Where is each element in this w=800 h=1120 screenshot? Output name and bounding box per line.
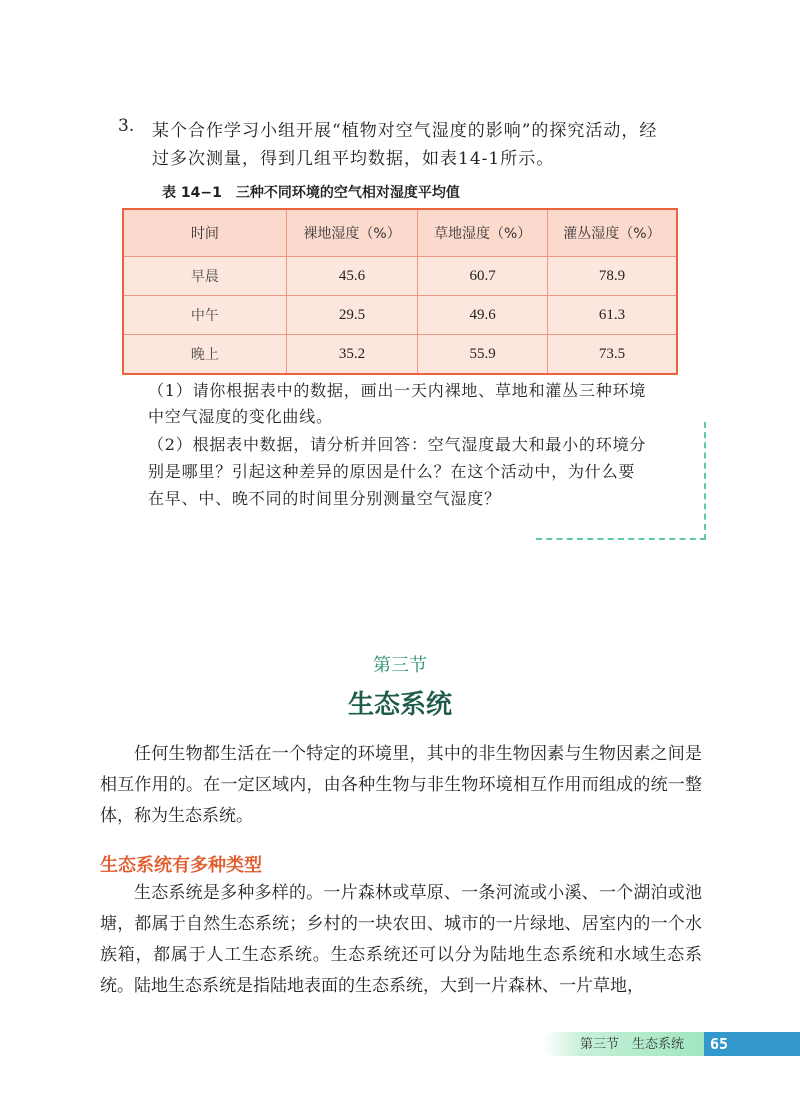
table-cell: 29.5: [286, 296, 418, 335]
header-bare-ground: 裸地湿度（%）: [286, 209, 418, 257]
table-header-row: [123, 209, 677, 257]
table-row: [123, 335, 677, 375]
row-label-noon: 中午: [123, 296, 286, 335]
table-caption: 表 14−1 三种不同环境的空气相对湿度平均值: [162, 185, 460, 201]
table-cell: 55.9: [418, 335, 548, 375]
question-text-line-2: 过多次测量，得到几组平均数据，如表14-1所示。: [152, 149, 555, 169]
humidity-table: [122, 208, 678, 375]
subheading: 生态系统有多种类型: [100, 855, 262, 876]
dashed-border-horizontal: [536, 538, 706, 540]
header-time: 时间: [123, 209, 286, 257]
subquestion-1-line-1: （1）请你根据表中的数据，画出一天内裸地、草地和灌丛三种环境: [148, 381, 647, 400]
table-cell: 35.2: [286, 335, 418, 375]
intro-paragraph: 任何生物都生活在一个特定的环境里，其中的非生物因素与生物因素之间是相互作用的。在一定区域内，由各种生物与非生物环境相互作用而组成的统一整体，称为生态系统。: [100, 744, 702, 826]
header-shrubland: 灌丛湿度（%）: [547, 209, 677, 257]
table-cell: 73.5: [547, 335, 677, 375]
body-paragraph: 生态系统是多种多样的。一片森林或草原、一条河流或小溪、一个湖泊或池塘，都属于自然生态系统；乡村的一块农田、城市的一片绿地、居室内的一个水族箱，都属于人工生态系统。生态系统还可以分为陆地生态系统和水域生态系统。陆地生态系统是指陆地表面的生态系统，大到一片森林、一片草地，: [100, 883, 702, 996]
table-cell: 49.6: [418, 296, 548, 335]
subquestion-2-line-2: 别是哪里？引起这种差异的原因是什么？在这个活动中，为什么要: [148, 462, 636, 481]
header-grassland: 草地湿度（%）: [418, 209, 548, 257]
dashed-border-vertical: [704, 422, 706, 540]
subquestion-2-line-1: （2）根据表中数据，请分析并回答：空气湿度最大和最小的环境分: [148, 435, 647, 454]
table-row: [123, 296, 677, 335]
table-cell: 45.6: [286, 257, 418, 296]
section-label: 第三节: [373, 655, 427, 676]
page-number: 65: [704, 1032, 800, 1056]
row-label-evening: 晚上: [123, 335, 286, 375]
table-cell: 60.7: [418, 257, 548, 296]
question-text-line-1: 某个合作学习小组开展“植物对空气湿度的影响”的探究活动，经: [152, 121, 658, 141]
row-label-morning: 早晨: [123, 257, 286, 296]
table-cell: 61.3: [547, 296, 677, 335]
table-row: [123, 257, 677, 296]
footer-section-text: 第三节 生态系统: [580, 1037, 685, 1052]
subquestion-1-line-2: 中空气湿度的变化曲线。: [148, 407, 333, 426]
subquestion-2-line-3: 在早、中、晚不同的时间里分别测量空气湿度？: [148, 489, 501, 508]
section-title: 生态系统: [347, 690, 452, 720]
question-number: 3.: [118, 116, 135, 136]
table-cell: 78.9: [547, 257, 677, 296]
